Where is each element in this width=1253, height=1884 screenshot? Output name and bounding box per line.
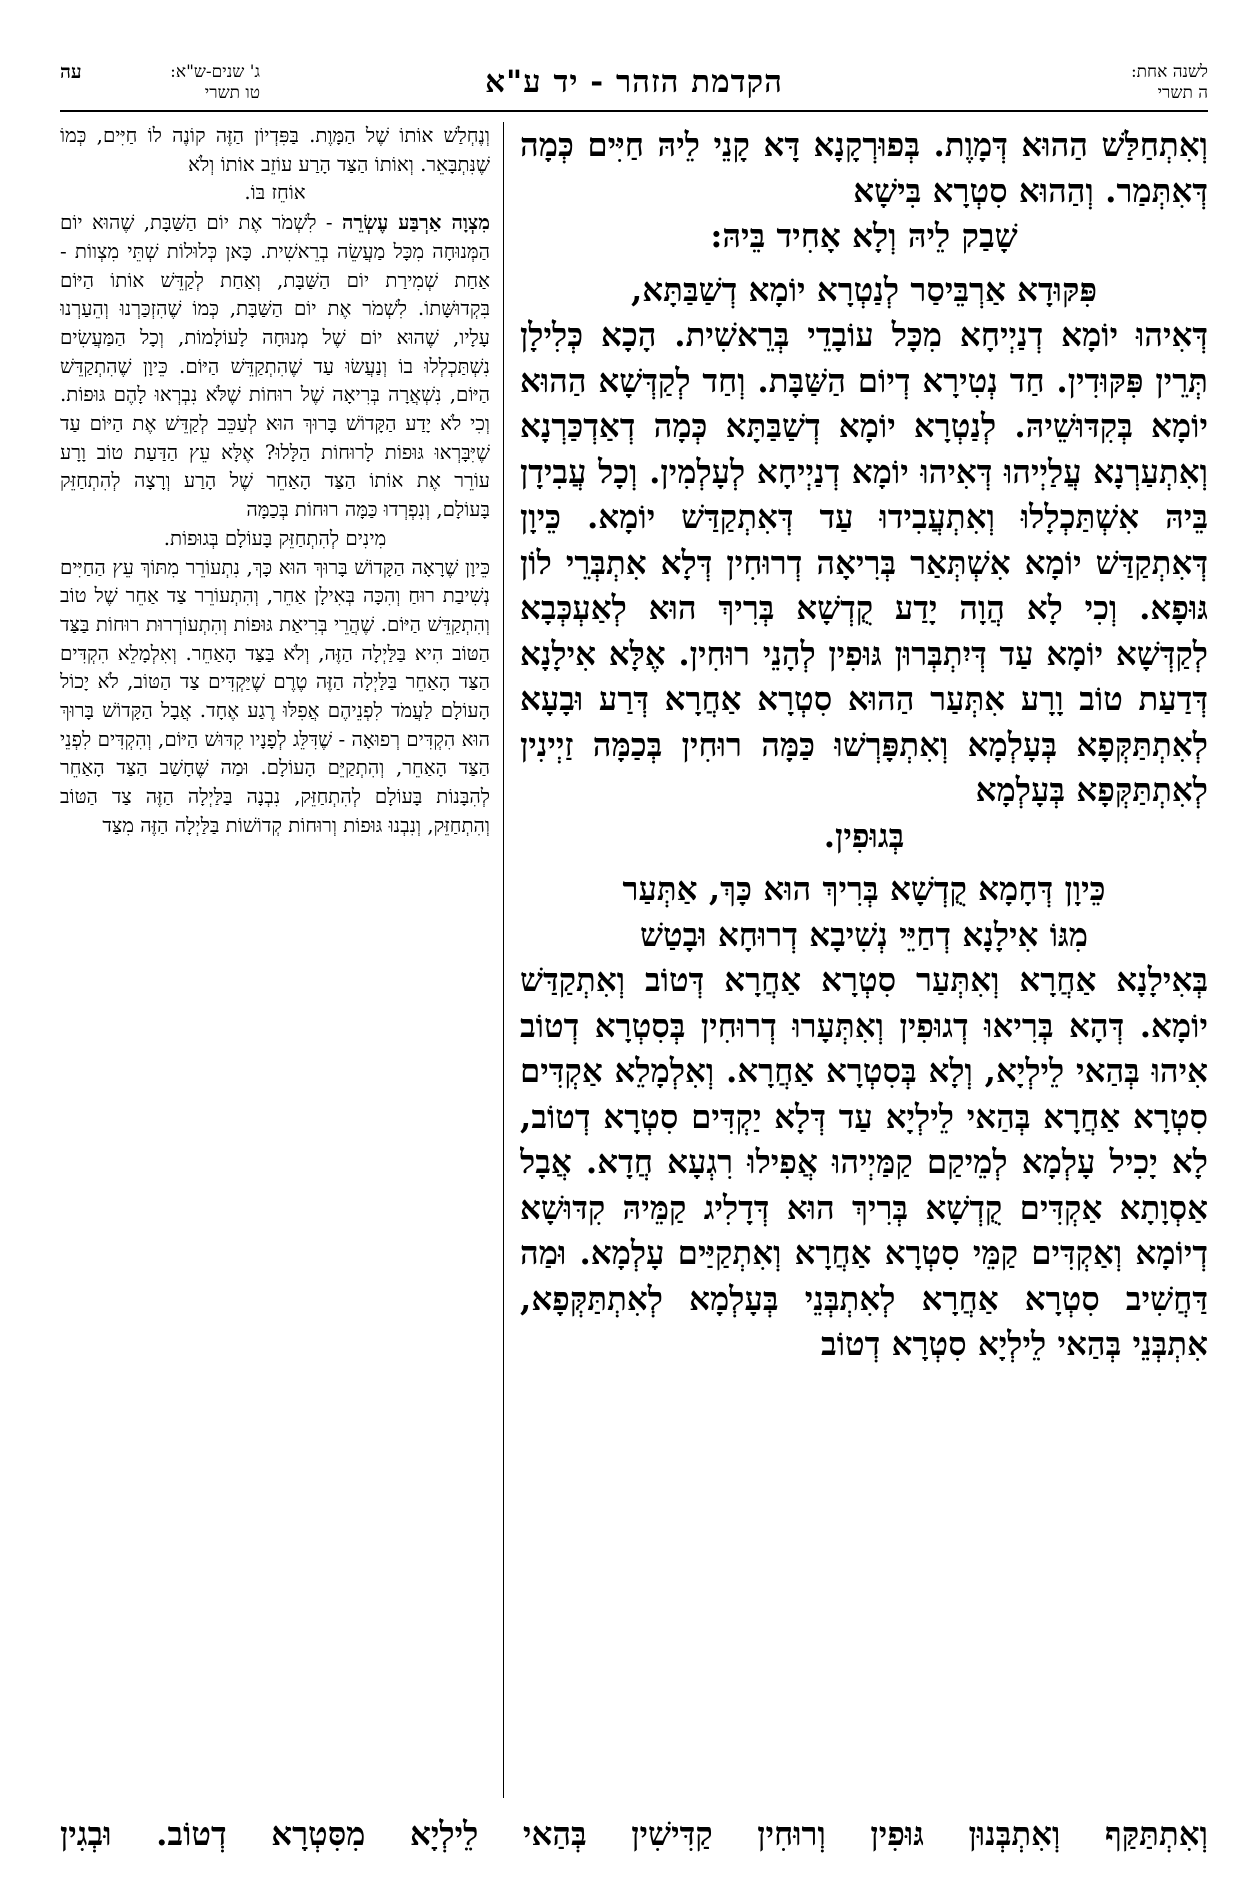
main-paragraph-2-end: בְּגוּפִין. (823, 815, 905, 855)
side-paragraph-1: וְנֶחְלַשׁ אוֹתוֹ שֶׁל הַמָּוֶת. בַּפִּדְיוֹן הַזֶּה קוֹנֶה לוֹ חַיִּים, כְּמוֹ שֶׁנִּתְבָּאֵר. וְאוֹתוֹ הַצַּד הָרַע עוֹזֵב אוֹתוֹ וְלֹא (60, 124, 490, 176)
header-left-line2: טו תשרי (204, 83, 260, 103)
main-paragraph-2-heading: פִּקּוּדָא אַרְבֵּיסַר לְנַטְרָא יוֹמָא דְשַׁבַּתָּא, (630, 269, 1098, 309)
main-text-column (520, 122, 1208, 1798)
side-paragraph-2 (60, 208, 490, 525)
main-paragraph-3-line1: כֵּיוָן דְּחָמָא קֻדְשָׁא בְּרִיךְ הוּא כָּךְ, אַתְּעַר (622, 869, 1106, 908)
paragraph-gap (520, 858, 1208, 866)
side-paragraph-2-text: - לִשְׁמֹר אֶת יוֹם הַשַּׁבָּת, שֶׁהוּא יוֹם הַמְּנוּחָה מִכָּל מַעֲשֵׂה בְרֵאשִׁית. כָּאן כְּלוּלוֹת שְׁתֵּי מִצְווֹת - אַחַת שְׁמִירַת יוֹם הַשַּׁבָּת, וְאַחַת לְקַדֵּשׁ אוֹתוֹ הַיּוֹם בִּקְדוּשָּׁתוֹ. לִשְׁמֹר אֶת יוֹם הַשַּׁבָּת, כְּמוֹ שֶׁהִזְכַּרְנוּ וְהֵעַרְנוּ עָלָיו, שֶׁהוּא יוֹם שֶׁל מְנוּחָה לָעוֹלָמוֹת, וְכָל הַמַּעֲשִׂים נִשְׁתַּכְלְלוּ בוֹ וְנַעֲשׂוּ עַד שֶׁהִתְקַדֵּשׁ הַיּוֹם. כֵּיוָן שֶׁהִתְקַדֵּשׁ הַיּוֹם, נִשְׁאֲרָה בְּרִיאָה שֶׁל רוּחוֹת שֶׁלֹּא נִבְרְאוּ לָהֶם גּוּפוֹת. וְכִי לֹא יָדַע הַקָּדוֹשׁ בָּרוּךְ הוּא לְעַכֵּב לְקַדֵּשׁ אֶת הַיּוֹם עַד שֶׁיִּבָּרְאוּ גּוּפוֹת לָרוּחוֹת הַלָּלוּ? אֶלָּא עֵץ הַדַּעַת טוֹב וָרָע עוֹרֵר אֶת אוֹתוֹ הַצַּד הָאַחֵר שֶׁל הָרַע וְרָצָה לְהִתְחַזֵּק בָּעוֹלָם, וְנִפְרְדוּ כַּמָּה רוּחוֹת בְּכַמָּה (60, 211, 490, 522)
page-header (60, 62, 1208, 108)
header-left-line1: ג' שנים-ש"א: (170, 62, 260, 82)
main-paragraph-3-line2: מִגּוֹ אִילָנָא דְחַיֵּי נְשִׁיבָא דְרוּחָא וּבָטַשׁ (639, 914, 1089, 954)
header-rule (60, 110, 1208, 112)
column-divider (503, 122, 504, 1798)
header-right-line1: לשנה אחת: (1130, 62, 1208, 82)
translation-column (60, 122, 490, 1798)
mitzvah-heading: מִצְוָה אַרְבַּע עֶשְׂרֵה (342, 210, 490, 235)
main-paragraph-3: בְּאִילָנָא אַחֲרָא וְאִתְּעַר סִטְרָא אַחֲרָא דְּטוֹב וְאִתְקַדַּשׁ יוֹמָא. דְּהָא בְּרִיאוּ דְגוּפִין וְאִתְּעָרוּ דְרוּחִין בְּסִטְרָא דְטוֹב אִיהוּ בְּהַאי לֵילְיָא, וְלָא בְּסִטְרָא אַחֲרָא. וְאִלְמָלֵא אַקְדִּים סִטְרָא אַחֲרָא בְּהַאי לֵילְיָא עַד דְּלָא יַקְדִּים סִטְרָא דְטוֹב, לָא יָכִיל עָלְמָא לְמֵיקַם קַמַּיְיהוּ אֲפִילוּ רִגְעָא חֲדָא. אֲבָל אַסְוָתָא אַקְדִּים קֻדְשָׁא בְּרִיךְ הוּא דְּדָלִיג קַמֵּיהּ קִדּוּשָׁא דְיוֹמָא וְאַקְדִּים קַמֵּי סִטְרָא אַחֲרָא וְאִתְקַיַּים עָלְמָא. וּמַה דַּחֲשִׁיב סִטְרָא אַחֲרָא לְאִתְבְּנֵי בְּעָלְמָא לְאִתְתַּקְּפָא, אִתְבְּנֵי בְּהַאי לֵילְיָא סִטְרָא דְטוֹב (520, 960, 1208, 1363)
header-left-schedule (60, 62, 260, 104)
paragraph-gap (520, 259, 1208, 267)
main-text-bottom-line: וְאִתְתַּקַּף וְאִתְבְּנוּן גּוּפִין וְרוּחִין קַדִּישִׁין בְּהַאי לֵילְיָא מִסִּטְרָא דְטוֹב. וּבְגִין (60, 1814, 1208, 1853)
main-paragraph-1: וְאִתְחַלַּשׁ הַהוּא דְּמָוֶת. בְּפוּרְקָנָא דָּא קָנֵי לֵיהּ חַיִּים כְּמָה דְּאִתְּמַר. וְהַהוּא סִטְרָא בִּישָׁא (520, 125, 1208, 210)
main-paragraph-2: דְּאִיהוּ יוֹמָא דְנַיְיחָא מִכָּל עוֹבָדֵי בְּרֵאשִׁית. הָכָא כְּלִילָן תְּרֵין פִּקּוּדִין. חַד נְטִירָא דְיוֹם הַשַּׁבָּת. וְחַד לְקַדְּשָׁא הַהוּא יוֹמָא בְּקִדּוּשֵׁיהּ. לְנַטְרָא יוֹמָא דְשַׁבַּתָּא כְּמָה דְאַדְכַּרְנָא וְאִתְעַרְנָא עֲלַיְיהוּ דְּאִיהוּ יוֹמָא דְנַיְיחָא לְעָלְמִין. וְכָל עֲבִידָן בֵּיהּ אִשְׁתַּכְלָלוּ וְאִתְעֲבִידוּ עַד דְּאִתְקַדַּשׁ יוֹמָא. כֵּיוָן דְּאִתְקַדַּשׁ יוֹמָא אִשְׁתְּאַר בְּרִיאָה דְרוּחִין דְּלָא אִתְבְּרֵי לוֹן גּוּפָא. וְכִי לָא הֲוָה יָדַע קֻדְשָׁא בְּרִיךְ הוּא לְאַעְכְּבָא לְקַדְּשָׁא יוֹמָא עַד דְּיִתְבְּרוּן גּוּפִין לְהָנֵי רוּחִין. אֶלָּא אִילָנָא דְּדַעַת טוֹב וָרָע אִתְּעַר הַהוּא סִטְרָא אַחֲרָא דְּרַע וּבָעָא לְאִתְתַּקְּפָא בְּעָלְמָא וְאִתְפָּרְשׁוּ כַּמָּה רוּחִין בְּכַמָּה זַיְינִין לְאִתְתַּקְּפָא בְּעָלְמָא (520, 315, 1208, 809)
header-right-line2: ה תשרי (1157, 83, 1208, 103)
main-paragraph-1-end: שָׁבַק לֵיהּ וְלָא אָחִיד בֵּיהּ: (710, 216, 1018, 255)
side-paragraph-1-end: אוֹחֵז בּוֹ. (244, 181, 306, 205)
page-title: הקדמת הזהר - יד ע"א (485, 64, 783, 100)
page-number: עה (60, 61, 82, 83)
side-paragraph-3: כֵּיוָן שֶׁרָאָה הַקָּדוֹשׁ בָּרוּךְ הוּא כָּךְ, נִתְעוֹרֵר מִתּוֹךְ עֵץ הַחַיִּים נְשִׁיבַת רוּחַ וְהִכָּה בְּאִילָן אַחֵר, וְהִתְעוֹרֵר צַד אַחֵר שֶׁל טוֹב וְהִתְקַדֵּשׁ הַיּוֹם. שֶׁהֲרֵי בְּרִיאַת גּוּפוֹת וְהִתְעוֹרְרוּת רוּחוֹת בַּצַּד הַטּוֹב הִיא בַּלַּיְלָה הַזֶּה, וְלֹא בַּצַּד הָאַחֵר. וְאִלְמָלֵא הִקְדִּים הַצַּד הָאַחֵר בַּלַּיְלָה הַזֶּה טֶרֶם שֶׁיַּקְדִּים צַד הַטּוֹב, לֹא יָכוֹל הָעוֹלָם לַעֲמֹד לִפְנֵיהֶם אֲפִלּוּ רֶגַע אֶחָד. אֲבָל הַקָּדוֹשׁ בָּרוּךְ הוּא הִקְדִּים רְפוּאָה - שֶׁדִּלֵּג לְפָנָיו קִדּוּשׁ הַיּוֹם, וְהִקְדִּים לִפְנֵי הַצַּד הָאַחֵר, וְהִתְקַיֵּם הָעוֹלָם. וּמַה שֶּׁחָשַׁב הַצַּד הָאַחֵר לְהִבָּנוֹת בָּעוֹלָם לְהִתְחַזֵּק, נִבְנָה בַּלַּיְלָה הַזֶּה צַד הַטּוֹב וְהִתְחַזֵּק, וְנִבְנוּ גּוּפוֹת וְרוּחוֹת קְדוֹשׁוֹת בַּלַּיְלָה הַזֶּה מִצַּד (60, 555, 490, 837)
side-paragraph-2-end: מִינִים לְהִתְחַזֵּק בָּעוֹלָם בְּגוּפוֹת. (163, 526, 387, 550)
